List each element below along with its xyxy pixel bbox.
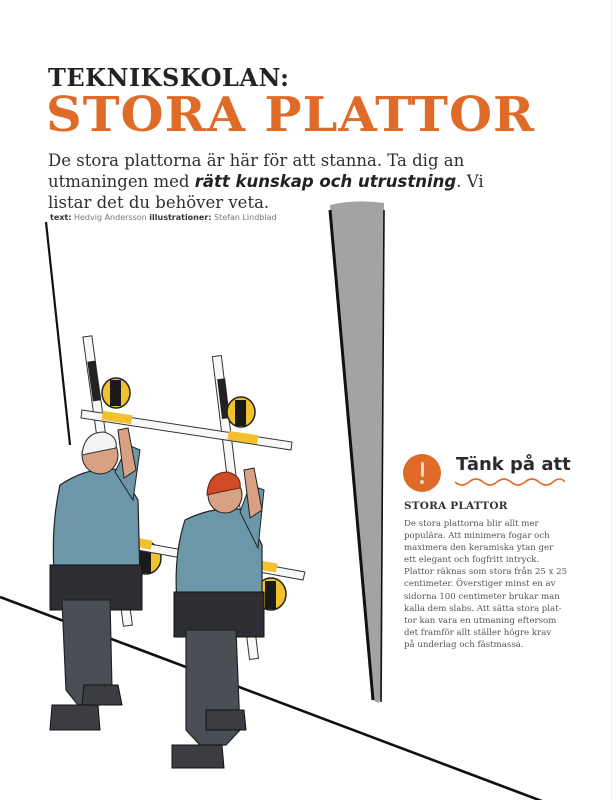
ingress-text <box>48 150 518 213</box>
tip-line: centimeter. Överstiger minst en av <box>404 579 556 590</box>
tip-line: De stora plattorna blir allt mer <box>404 519 539 529</box>
ingress-emphasis: rätt kunskap och utrustning <box>194 172 457 191</box>
byline-author: Hedvig Andersson <box>73 213 147 222</box>
tip-line: ett elegant och fogfritt intryck. <box>404 555 540 566</box>
worker-left <box>50 428 142 730</box>
tip-line: sidorna 100 centimeter brukar man <box>404 591 560 602</box>
tip-body <box>404 518 574 651</box>
tip-line: populära. Att minimera fogar och <box>404 531 550 542</box>
worker-right <box>172 468 264 768</box>
ingress-part1: De stora plattorna är här för att stanna. Ta dig an utmaningen med <box>48 151 465 191</box>
tip-heading: STORA PLATTOR <box>404 500 508 512</box>
byline-illustrator: Stefan Lindblad <box>214 213 277 222</box>
tip-line: det framför allt ställer högre krav <box>404 627 552 638</box>
wall-pillar <box>330 201 384 703</box>
wall-corner-line <box>46 222 70 445</box>
exclamation-icon <box>403 454 441 492</box>
page-title: STORA PLATTOR <box>46 87 536 143</box>
byline <box>50 213 277 222</box>
tip-title: Tänk på att <box>456 454 571 475</box>
byline-text-label: text: <box>50 213 72 222</box>
wave-underline-icon <box>453 477 565 489</box>
kicker-heading: TEKNIKSKOLAN: <box>48 63 290 92</box>
tip-line: kalla dem slabs. Att sätta stora plat- <box>404 603 562 614</box>
tip-line: på underlag och fästmassa. <box>404 639 524 650</box>
tip-line: maximera den keramiska ytan ger <box>404 543 554 554</box>
byline-illustrations-label: illustrationer: <box>149 213 212 222</box>
ingress-part2: . Vi listar det du behöver veta. <box>48 172 484 212</box>
tip-line: Plattor räknas som stora från 25 x 25 <box>404 567 568 578</box>
tip-line: tor kan vara en utmaning eftersom <box>404 615 557 626</box>
